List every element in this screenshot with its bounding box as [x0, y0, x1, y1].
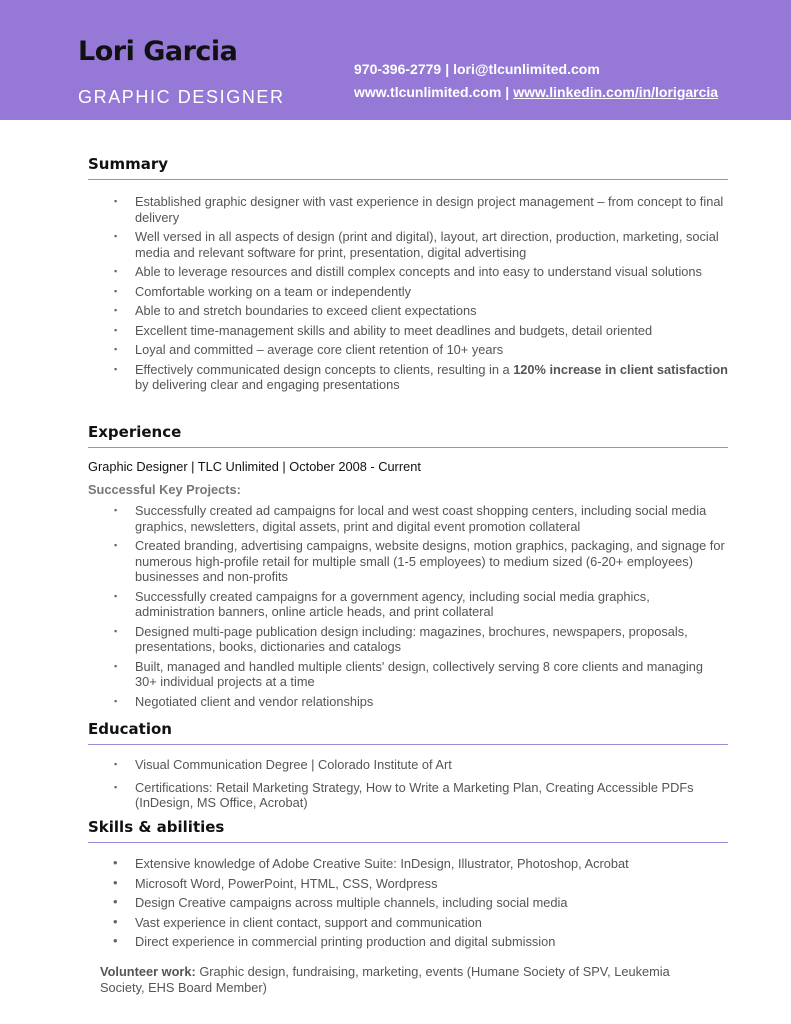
contact-line-web: [354, 84, 718, 100]
list-item: ▪ Established graphic designer with vast experience in design project management – from concept to final delivery: [88, 194, 728, 225]
section-heading-skills: Skills & abilities: [88, 818, 728, 843]
key-projects-subheading: Successful Key Projects:: [88, 482, 241, 497]
experience-section: [88, 423, 728, 713]
list-item: ▪ Built, managed and handled multiple clients' design, collectively serving 8 core clients and managing 30+ individual projects at a time: [88, 659, 728, 690]
email-link[interactable]: lori@tlcunlimited.com: [453, 61, 600, 77]
volunteer-work: [100, 964, 700, 996]
skills-section: [88, 818, 728, 954]
separator: |: [505, 84, 510, 100]
list-item: ▪ Excellent time-management skills and ability to meet deadlines and budgets, detail oriented: [88, 323, 728, 339]
role-line: Graphic Designer | TLC Unlimited | October 2008 - Current: [88, 459, 421, 474]
candidate-name: Lori Garcia: [78, 36, 238, 67]
summary-section: [88, 155, 728, 397]
header-band: [0, 0, 791, 120]
list-item: ▪ Able to leverage resources and distill complex concepts and into easy to understand visual solutions: [88, 264, 728, 280]
experience-list: [88, 503, 728, 709]
list-item: ▪ Created branding, advertising campaigns, website designs, motion graphics, packaging, and signage for numerous high-profile retail for multiple small (1-5 employees) to medium sized (6-20+ employees) businesses and non-profits: [88, 538, 728, 585]
section-heading-education: Education: [88, 720, 728, 745]
list-item: ▪ Designed multi-page publication design including: magazines, brochures, newspapers, proposals, presentations, books, dictionaries and catalogs: [88, 624, 728, 655]
list-item: ▪ Comfortable working on a team or independently: [88, 284, 728, 300]
website-link[interactable]: www.tlcunlimited.com: [354, 84, 502, 100]
job-title: GRAPHIC DESIGNER: [78, 87, 285, 107]
list-item: • Vast experience in client contact, support and communication: [88, 915, 728, 931]
list-item: • Microsoft Word, PowerPoint, HTML, CSS, Wordpress: [88, 876, 728, 892]
volunteer-label: Volunteer work:: [100, 964, 196, 979]
list-item: ▪ Loyal and committed – average core client retention of 10+ years: [88, 342, 728, 358]
list-item: • Extensive knowledge of Adobe Creative Suite: InDesign, Illustrator, Photoshop, Acrobat: [88, 856, 728, 872]
list-item: [88, 362, 728, 393]
education-section: [88, 720, 728, 815]
list-item: ▪ Negotiated client and vendor relationships: [88, 694, 728, 710]
phone-number[interactable]: 970-396-2779: [354, 61, 442, 77]
list-item: ▪ Successfully created campaigns for a government agency, including social media graphics, administration banners, online article heads, and print collateral: [88, 589, 728, 620]
list-item: ▪ Able to and stretch boundaries to exceed client expectations: [88, 303, 728, 319]
summary-list: [88, 194, 728, 393]
linkedin-link[interactable]: www.linkedin.com/in/lorigarcia: [513, 84, 719, 100]
separator: |: [445, 61, 450, 77]
list-item-text: Effectively communicated design concepts to clients, resulting in a: [135, 361, 514, 377]
list-item: ▪ Certifications: Retail Marketing Strategy, How to Write a Marketing Plan, Creating Accessible PDFs (InDesign, MS Office, Acrobat): [88, 780, 728, 811]
education-list: [88, 757, 728, 811]
list-item: ▪ Visual Communication Degree | Colorado Institute of Art: [88, 757, 728, 773]
list-item: • Direct experience in commercial printing production and digital submission: [88, 934, 728, 950]
section-heading-summary: Summary: [88, 155, 728, 180]
list-item-highlight: 120% increase in client satisfaction: [513, 361, 728, 377]
volunteer-text: Graphic design, fundraising, marketing, events (Humane Society of SPV, Leukemia Society, EHS Board Member): [100, 964, 670, 995]
section-heading-experience: Experience: [88, 423, 728, 448]
list-item-text: by delivering clear and engaging presentations: [135, 377, 400, 392]
list-item: ▪ Well versed in all aspects of design (print and digital), layout, art direction, production, marketing, social media and relevant software for print, presentation, digital advertising: [88, 229, 728, 260]
skills-list: [88, 856, 728, 950]
list-item: • Design Creative campaigns across multiple channels, including social media: [88, 895, 728, 911]
list-item: ▪ Successfully created ad campaigns for local and west coast shopping centers, including social media graphics, newsletters, digital assets, print and digital event promotion collateral: [88, 503, 728, 534]
contact-line-phone-email: [354, 61, 600, 77]
